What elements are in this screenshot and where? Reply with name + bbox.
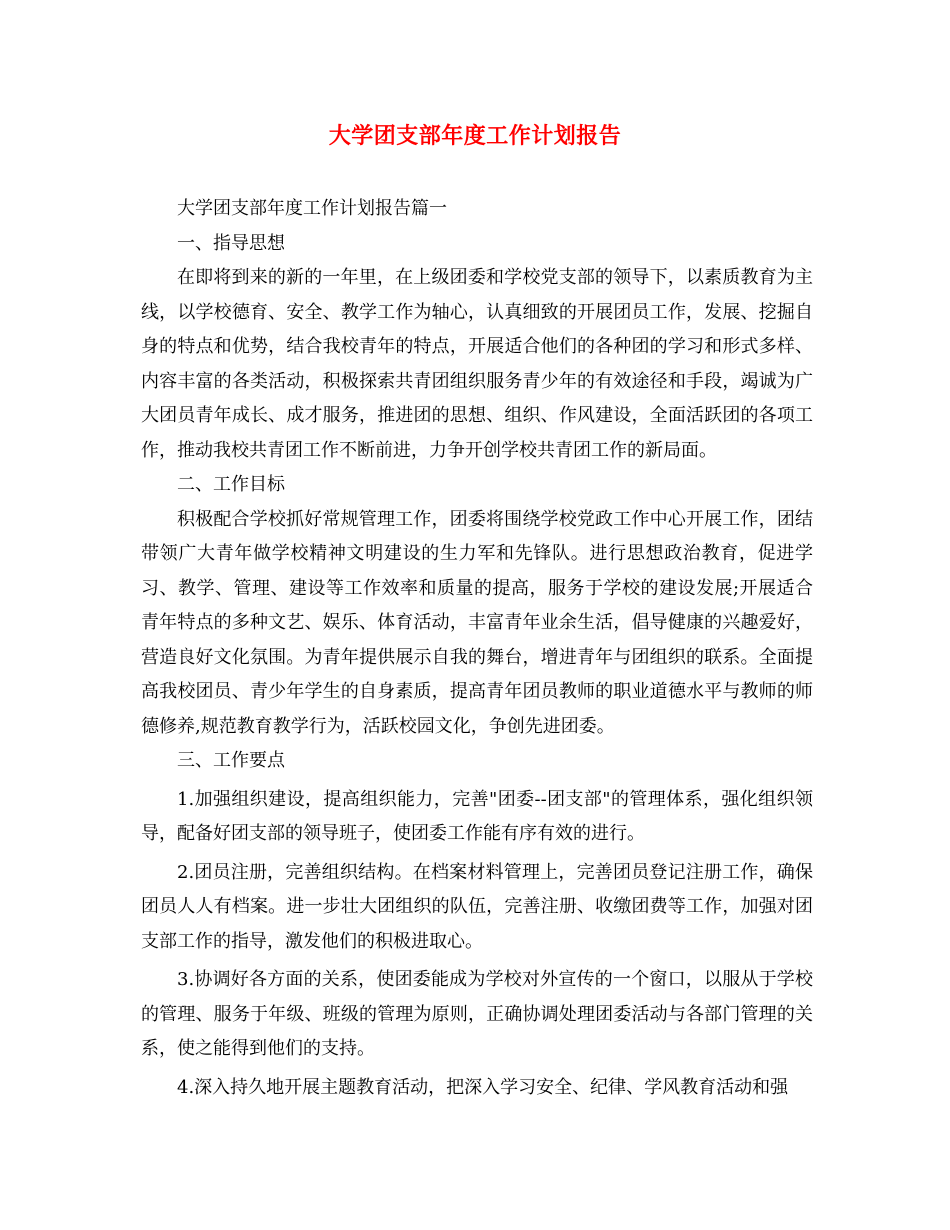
paragraph-point-2: 2.团员注册，完善组织结构。在档案材料管理上，完善团员登记注册工作，确保团员人人有档案。进一步壮大团组织的队伍，完善注册、收缴团费等工作，加强对团支部工作的指导，激发他们的积极进取心。 xyxy=(141,861,813,952)
paragraph-point-1: 1.加强组织建设，提高组织能力，完善"团委--团支部"的管理体系，强化组织领导，配备好团支部的领导班子，使团委工作能有序有效的进行。 xyxy=(141,788,813,844)
section-heading-work-points: 三、工作要点 xyxy=(177,750,285,771)
section-heading-guiding-thought: 一、指导思想 xyxy=(177,232,285,254)
paragraph-point-3: 3.协调好各方面的关系，使团委能成为学校对外宣传的一个窗口，以服从于学校的管理、服务于年级、班级的管理为原则，正确协调处理团委活动与各部门管理的关系，使之能得到他们的支持。 xyxy=(141,969,813,1059)
paragraph-work-goals: 积极配合学校抓好常规管理工作，团委将围绕学校党政工作中心开展工作，团结带领广大青年做学校精神文明建设的生力军和先锋队。进行思想政治教育，促进学习、教学、管理、建设等工作效率和质量的提高，服务于学校的建设发展;开展适合青年特点的多种文艺、娱乐、体育活动，丰富青年业余生活，倡导健康的兴趣爱好，营造良好文化氛围。为青年提供展示自我的舞台，增进青年与团组织的联系。全面提高我校团员、青少年学生的自身素质，提高青年团员教师的职业道德水平与教师的师德修养,规范教育教学行为，活跃校园文化，争创先进团委。 xyxy=(141,508,813,737)
document-body xyxy=(141,192,813,1105)
section-heading-work-goals: 二、工作目标 xyxy=(177,474,285,495)
paragraph-guiding-thought: 在即将到来的新的一年里，在上级团委和学校党支部的领导下，以素质教育为主线，以学校德育、安全、教学工作为轴心，认真细致的开展团员工作，发展、挖掘自身的特点和优势，结合我校青年的特点，开展适合他们的各种团的学习和形式多样、内容丰富的各类活动，积极探索共青团组织服务青少年的有效途径和手段，竭诚为广大团员青年成长、成才服务，推进团的思想、组织、作风建设，全面活跃团的各项工作，推动我校共青团工作不断前进，力争开创学校共青团工作的新局面。 xyxy=(141,267,813,461)
document-title: 大学团支部年度工作计划报告 xyxy=(328,123,622,149)
paragraph-point-4: 4.深入持久地开展主题教育活动，把深入学习安全、纪律、学风教育活动和强 xyxy=(177,1076,789,1098)
section-heading-part-one: 大学团支部年度工作计划报告篇一 xyxy=(177,198,447,219)
